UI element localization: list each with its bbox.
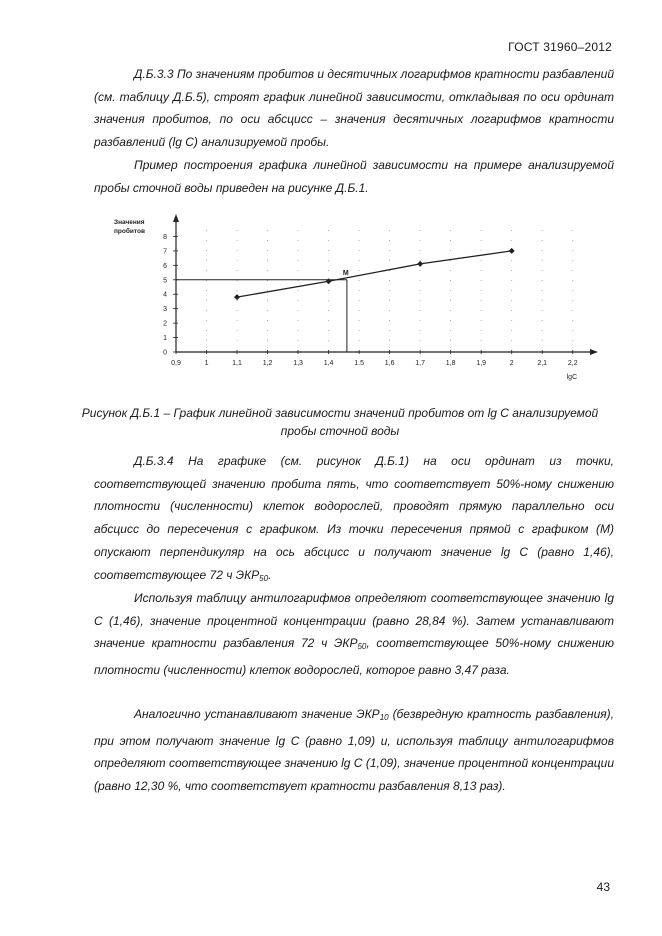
y-tick-label: 2 <box>163 320 167 328</box>
ekr-subscript: 50 <box>259 573 269 583</box>
paragraph-antilog <box>94 587 614 682</box>
x-tick-label: 1,7 <box>415 360 426 367</box>
series-line <box>237 251 512 297</box>
y-tick-label: 4 <box>163 291 167 299</box>
data-point <box>326 278 332 284</box>
paragraph-antilog-text-b: , соответствующее 50%-ному снижению плотности (численности) клеток водорослей, которое равно 3,47 раза. <box>94 636 614 678</box>
paragraph-ekr10-text-a: Аналогично устанавливают значение ЭКР <box>134 707 380 721</box>
paragraph-example-ref: Пример построения графика линейной зависимости на примере анализируемой пробы сточной воды приведен на рисунке Д.Б.1. <box>94 158 614 195</box>
paragraph-db-3-3: Д.Б.3.3 По значениям пробитов и десятичных логарифмов кратности разбавлений (см. таблицу Д.Б.5), строят график линейной зависимости, откладывая по оси ординат значения пробитов, по оси абсцисс – значения десятичных логарифмов кратности разбавлений (lg C) анализируемой пробы. <box>94 67 614 150</box>
paragraph-antilog-text-a: Используя таблицу антилогарифмов определяют соответствующее значению lg C (1,46), значение процентной концентрации (равно 28,84 %). Затем устанавливают значение кратности разбавления 72 ч ЭКР <box>94 591 614 651</box>
x-tick-label: 1,3 <box>293 360 303 367</box>
data-point <box>234 294 240 300</box>
x-tick-label: 1,6 <box>384 360 395 367</box>
figure-caption: Рисунок Д.Б.1 – График линейной зависимости значений пробитов от lg C анализируемой пробы сточной воды <box>81 406 599 438</box>
x-tick-label: 1.5 <box>354 360 364 367</box>
paragraph-db-3-4-end: . <box>268 567 272 582</box>
standard-header: ГОСТ 31960–2012 <box>508 40 612 54</box>
y-tick-label: 7 <box>163 248 167 256</box>
paragraph-ekr10-text-b: (безвредную кратность разбавления), при этом получают значение lg C (равно 1,09) и, используя таблицу антилогарифмов определяют соответствующее значению lg C (1,09), значение процентной концентрации (равно 12,30 %, что соответствует кратности разбавления 8,13 раз). <box>94 707 614 794</box>
y-tick-label: 3 <box>163 306 167 314</box>
x-tick-label: 0,9 <box>171 360 181 367</box>
x-axis-arrow <box>590 349 598 355</box>
y-tick-label: 6 <box>163 262 167 270</box>
ekr-subscript: 50 <box>357 642 367 652</box>
x-tick-label: 2,2 <box>567 360 578 367</box>
probit-chart <box>110 210 600 390</box>
x-tick-label: 2 <box>509 360 514 367</box>
paragraph-ekr10 <box>94 703 614 798</box>
y-tick-label: 1 <box>163 335 167 343</box>
data-point <box>417 261 423 267</box>
y-tick-label: 8 <box>163 233 167 241</box>
x-tick-label: 2,1 <box>537 360 548 367</box>
x-tick-label: 1,8 <box>445 360 456 367</box>
y-tick-label: 0 <box>163 349 167 357</box>
x-tick-label: 1,1 <box>232 360 242 367</box>
data-point <box>509 248 515 254</box>
x-tick-label: 1,9 <box>476 360 487 367</box>
x-tick-label: 1,2 <box>262 360 273 367</box>
y-axis-label: Значения пробитов <box>114 219 145 235</box>
x-axis-label: lgC <box>566 374 578 381</box>
x-tick-label: 1,4 <box>323 360 334 367</box>
intersection-label-m: M <box>342 269 349 277</box>
paragraph-db-3-4 <box>94 450 614 590</box>
y-tick-label: 5 <box>163 277 167 285</box>
y-axis-arrow <box>173 214 179 222</box>
x-tick-label: 1 <box>204 360 209 367</box>
probit-chart-svg <box>110 210 600 390</box>
ekr-subscript: 10 <box>379 713 389 722</box>
paragraph-db-3-4-text: Д.Б.3.4 На графике (см. рисунок Д.Б.1) на оси ординат из точки, соответствующей значению пробита пять, что соответствует 50%-ному снижению плотности (численности) клеток водорослей, проводят прямую параллельно оси абсцисс до пересечения с графиком. Из точки пересечения прямой с графиком (М) опускают перпендикуляр на ось абсцисс и получают значение lg C (равно 1,46), соответствующее 72 ч ЭКР <box>94 454 614 582</box>
page-number: 43 <box>596 880 610 894</box>
